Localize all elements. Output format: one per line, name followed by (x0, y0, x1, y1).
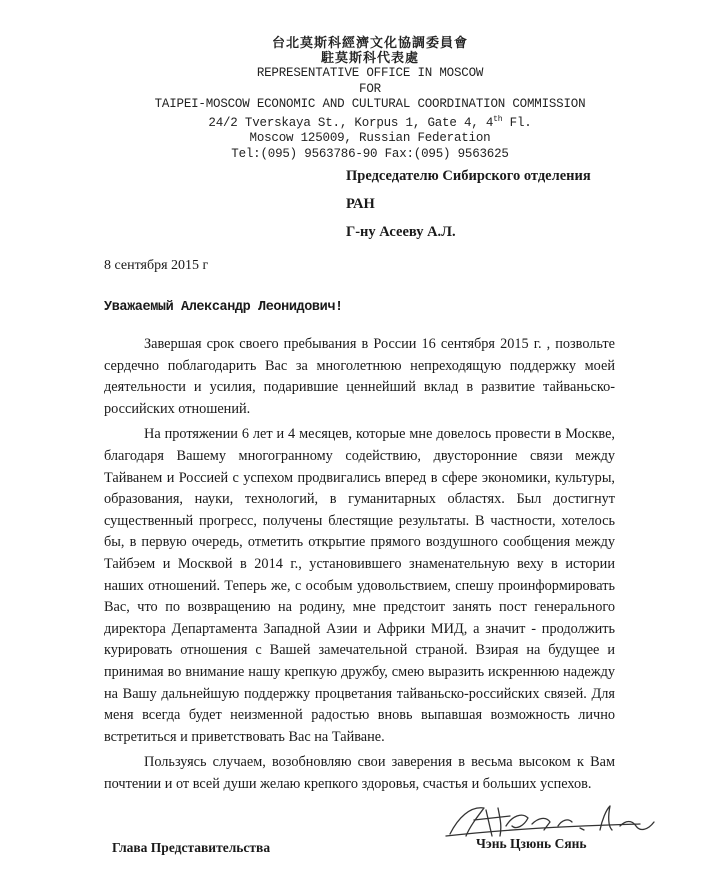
letterhead-commission-name: TAIPEI-MOSCOW ECONOMIC AND CULTURAL COORDINATION COMMISSION (154, 96, 586, 111)
signatory-title: Глава Представительства (112, 840, 271, 855)
signature-block (112, 836, 612, 860)
letterhead-address (140, 112, 600, 131)
recipient-block (346, 162, 591, 246)
recipient-position: Председателю Сибирского отделения (346, 168, 591, 184)
letter-body (104, 334, 615, 799)
signatory-name: Чэнь Цзюнь Сянь (476, 836, 587, 851)
recipient-name: Г-ну Асееву А.Л. (346, 224, 456, 240)
paragraph: Пользуясь случаем, возобновляю свои заверения в весьма высоком к Вам почтении и от всей души желаю крепкого здоровья, счастья и больших успехов. (104, 754, 615, 792)
paragraph: Завершая срок своего пребывания в России 16 сентября 2015 г. , позвольте сердечно поблагодарить Вас за многолетнюю непреходящую поддержку моей деятельности и усилия, подарившие ценнейший вклад в развитие тайваньско-российских отношений. (104, 336, 615, 417)
letterhead-city: Moscow 125009, Russian Federation (249, 131, 491, 146)
salutation: Уважаемый Александр Леонидович! (104, 300, 343, 315)
paragraph: На протяжении 6 лет и 4 месяцев, которые мне довелось провести в Москве, благодаря Вашему многогранному содействию, двусторонние связи между Тайванем и Россией с успехом продвигались вперед в сфере экономики, культуры, образования, науки, технологий, в гуманитарных областях. Был достигнут существенный прогресс, получены блестящие результаты. В частности, хотелось бы, в первую очередь, отметить открытие прямого воздушного сообщения между Тайбэем и Москвой в 2014 г., установившего знаменательную веху в истории наших отношений. Теперь же, с особым удовольствием, спешу проинформировать Вас, что по возвращению на родину, мне предстоит занять пост генерального директора Департамента Западной Азии и Африки МИД, а значит - продолжить курировать отношения с Вашей замечательной страной. Взирая на будущее и принимая во внимание нашу крепкую дружбу, смею выразить искреннюю надежду на Вашу дальнейшую поддержку процветания тайваньско-российских связей. Для меня всегда будет неизменной радостью вновь выпавшая возможность лично встретиться и приветствовать Вас на Тайване. (104, 426, 615, 745)
letterhead-phone: Tel:(095) 9563786-90 Fax:(095) 9563625 (231, 146, 509, 161)
letterhead (140, 36, 600, 162)
letterhead-chinese-office: 駐莫斯科代表處 (320, 51, 419, 67)
letterhead-for: FOR (359, 81, 381, 96)
address-floor: Fl. (502, 116, 532, 131)
letter-date: 8 сентября 2015 г (104, 258, 209, 273)
address-prefix: 24/2 Tverskaya St., Korpus 1, Gate 4, 4 (208, 116, 494, 131)
letterhead-office-title: REPRESENTATIVE OFFICE IN MOSCOW (256, 66, 484, 81)
address-floor-suffix: th (493, 115, 503, 125)
recipient-organization: РАН (346, 196, 375, 212)
letterhead-chinese-commission: 台北莫斯科經濟文化協調委員會 (271, 36, 468, 51)
